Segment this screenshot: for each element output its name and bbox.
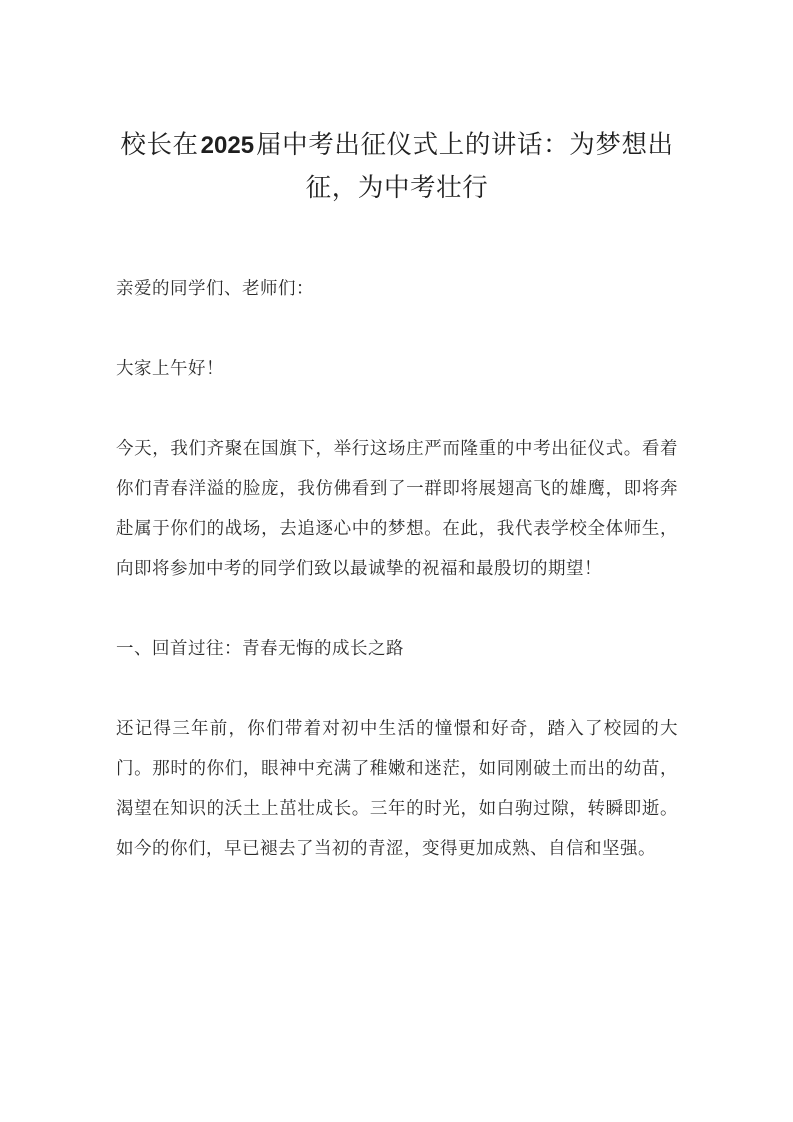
spacer-title-body — [116, 209, 678, 269]
spacer-paragraph — [116, 589, 678, 629]
document-body — [116, 0, 678, 869]
salutation: 亲爱的同学们、老师们： — [116, 279, 314, 299]
spacer-paragraph — [116, 309, 678, 349]
title-prefix: 校长在 — [120, 130, 199, 160]
title-year: 2025 — [200, 132, 255, 159]
title-suffix: 届中考出征仪式上的讲话：为梦想出征，为中考壮行 — [256, 130, 674, 203]
section-heading-1: 一、回首过往：青春无悔的成长之路 — [116, 639, 404, 659]
spacer-paragraph — [116, 669, 678, 709]
paragraph: 还记得三年前，你们带着对初中生活的憧憬和好奇，踏入了校园的大门。那时的你们，眼神中充满了稚嫩和迷茫，如同刚破土而出的幼苗，渴望在知识的沃土上茁壮成长。三年的时光，如白驹过隙，转瞬即逝。如今的你们，早已褪去了当初的青涩，变得更加成熟、自信和坚强。 — [116, 719, 678, 859]
greeting: 大家上午好！ — [116, 359, 224, 379]
paragraph: 今天，我们齐聚在国旗下，举行这场庄严而隆重的中考出征仪式。看着你们青春洋溢的脸庞，我仿佛看到了一群即将展翅高飞的雄鹰，即将奔赴属于你们的战场，去追逐心中的梦想。在此，我代表学校全体师生，向即将参加中考的同学们致以最诚挚的祝福和最殷切的期望！ — [116, 439, 678, 579]
spacer-paragraph — [116, 389, 678, 429]
document-title — [116, 0, 678, 209]
